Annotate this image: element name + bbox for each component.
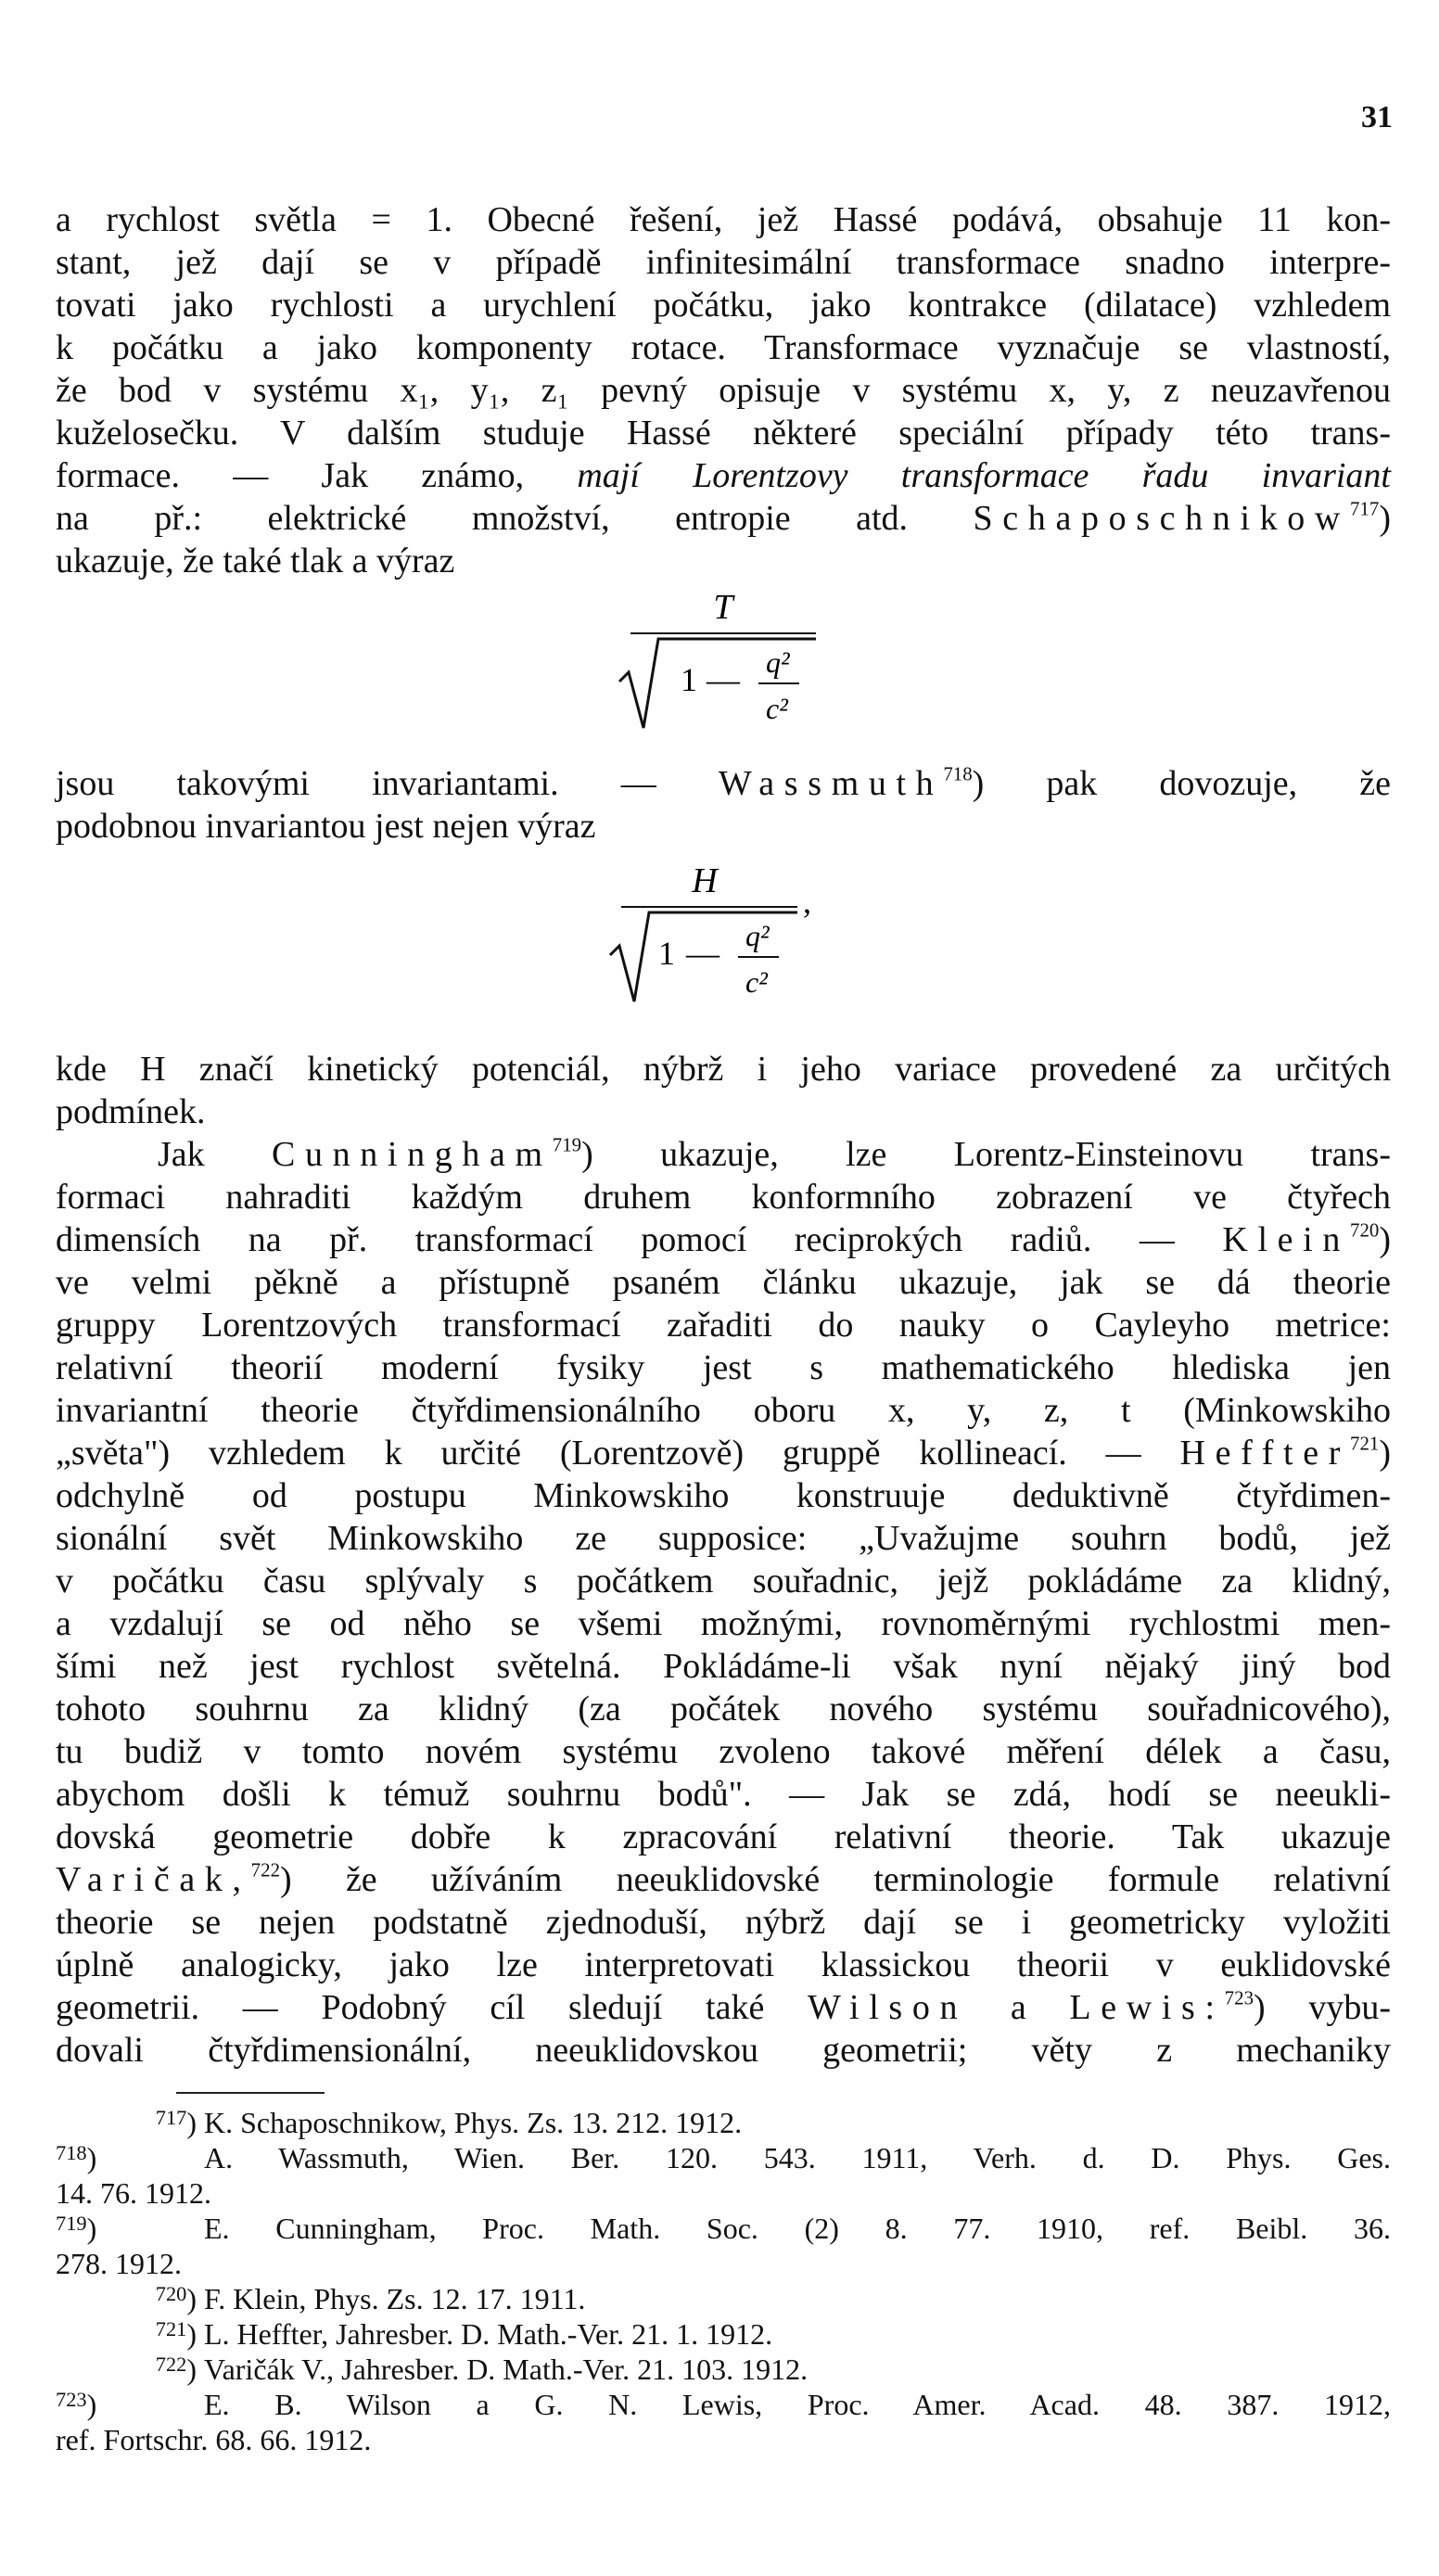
text-span: formace. — Jak známo, <box>56 456 525 495</box>
text-line: v počátku času splývaly s počátkem souřadnic, jejž pokládáme za klidný, <box>56 1562 1391 1600</box>
text-span: a <box>1010 1988 1026 2027</box>
text-line: úplně analogicky, jako lze interpretovati klassickou theorii v euklidovské <box>56 1945 1391 1984</box>
text-line: tohoto souhrnu za klidný (za počátek nového systému souřadnicového), <box>56 1690 1391 1728</box>
author-name: Lewis: <box>1069 1988 1225 2027</box>
text-span: geometrii. — Podobný cíl sledují také <box>56 1988 765 2027</box>
formula-one: 1 <box>681 661 697 698</box>
text-span: ukazuje, lze Lorentz-Einsteinovu trans- <box>660 1135 1391 1174</box>
footnote-ref: 717 <box>1350 497 1380 520</box>
footnote-ref: 723 <box>1224 1986 1254 2009</box>
author-name: Wassmuth <box>718 764 944 803</box>
footnote: $^{718}$) A. Wassmuth, Wien. Ber. 120. 543. 1911, Verh. d. D. Phys. Ges. <box>56 2141 1391 2174</box>
footnote-ref: 718 <box>943 762 973 785</box>
text-line: ukazuje, že také tlak a výraz <box>56 542 455 580</box>
formula-c2: c² <box>766 692 788 725</box>
text-span: dimensích na př. transformací pomocí reciprokých radiů. — <box>56 1220 1175 1259</box>
text-line: relativní theorií moderní fysiky jest s mathematického hlediska jen <box>56 1348 1391 1387</box>
footnote: ref. Fortschr. 68. 66. 1912. <box>56 2423 372 2456</box>
page-number: 31 <box>1361 100 1393 134</box>
footnote-ref: 719 <box>552 1133 582 1156</box>
text-line: tovati jako rychlosti a urychlení počátku, jako kontrakce (dilatace) vzhledem <box>56 286 1391 325</box>
formula-numerator: H <box>692 861 718 900</box>
text-line: geometrii. — Podobný cíl sledují také Wilson a Lewis:$^{723}$) vybu- <box>56 1986 1392 2027</box>
text-line: jsou takovými invariantami. — Wassmuth$^{718}$) pak dovozuje, že <box>56 762 1391 803</box>
formula-comma: , <box>803 883 811 920</box>
footnote-ref: 722 <box>250 1858 281 1881</box>
formula-numerator: T <box>713 588 733 627</box>
text-span: že užíváním neeuklidovské terminologie formule relativní <box>345 1860 1391 1899</box>
text-line: Jak Cunningham$^{719}$) ukazuje, lze Lorentz-Einsteinovu trans- <box>158 1133 1391 1174</box>
text-line: gruppy Lorentzových transformací zařaditi do nauky o Cayleyho metrice: <box>56 1306 1391 1345</box>
footnote-text: A. Wassmuth, Wien. Ber. 120. 543. 1911, Verh. d. D. Phys. Ges. <box>204 2141 1391 2174</box>
footnote: $^{717}$) K. Schaposchnikow, Phys. Zs. 13. 212. 1912. <box>155 2106 743 2139</box>
author-name: Varičak, <box>56 1860 251 1899</box>
formula-H <box>593 853 834 1015</box>
footnote-number: 719 <box>56 2212 87 2236</box>
text-line: dovská geometrie dobře k zpracování relativní theorie. Tak ukazuje <box>56 1817 1391 1856</box>
text-line: k počátku a jako komponenty rotace. Transformace vyznačuje se vlastností, <box>56 328 1391 367</box>
text-span: vybu- <box>1308 1988 1392 2027</box>
footnote-text: L. Heffter, Jahresber. D. Math.-Ver. 21. 1. 1912. <box>204 2317 773 2351</box>
footnote: 14. 76. 1912. <box>56 2176 211 2210</box>
footnote: 278. 1912. <box>56 2247 182 2280</box>
author-name: Wilson <box>808 1988 968 2027</box>
text-span: „světa") vzhledem k určité (Lorentzově) gruppě kollineací. — <box>56 1434 1141 1473</box>
text-line: sionální svět Minkowskiho ze supposice: „Uvažujme souhrn bodů, jež <box>56 1519 1391 1558</box>
text-line: stant, jež dají se v případě infinitesimální transformace snadno interpre- <box>56 243 1391 282</box>
footnote-number: 720 <box>155 2282 187 2306</box>
footnote-text: E. Cunningham, Proc. Math. Soc. (2) 8. 77. 1910, ref. Beibl. 36. <box>204 2212 1391 2245</box>
footnote: $^{720}$) F. Klein, Phys. Zs. 12. 17. 1911. <box>155 2282 586 2315</box>
author-name: Heffter <box>1179 1434 1350 1473</box>
footnote-ref: 721 <box>1350 1432 1380 1455</box>
footnote: $^{721}$) L. Heffter, Jahresber. D. Math.-Ver. 21. 1. 1912. <box>155 2317 773 2351</box>
formula-c2: c² <box>745 965 768 999</box>
text-line: theorie se nejen podstatně zjednoduší, nýbrž dají se i geometricky vyložiti <box>56 1903 1391 1942</box>
author-name: Schaposchnikow <box>973 499 1351 538</box>
text-line: odchylně od postupu Minkowskiho konstruuje deduktivně čtyřdimen- <box>56 1476 1391 1515</box>
text-line: ve velmi pěkně a přístupně psaném článku ukazuje, jak se dá theorie <box>56 1263 1391 1302</box>
text-span: Jak <box>158 1135 205 1174</box>
text-span: jsou takovými invariantami. — <box>56 764 656 803</box>
formula-minus: — <box>707 661 740 698</box>
text-line: Varičak,$^{722}$) že užíváním neeuklidovské terminologie formule relativní <box>56 1858 1391 1899</box>
emphasis-text: mají Lorentzovy transformace řadu invariant <box>577 456 1391 495</box>
text-line: formaci nahraditi každým druhem konformního zobrazení ve čtyřech <box>56 1178 1391 1217</box>
text-line: podmínek. <box>56 1092 206 1131</box>
text-line: dimensích na př. transformací pomocí reciprokých radiů. — Klein$^{720}$) <box>56 1218 1391 1259</box>
text-line: a vzdalují se od něho se všemi možnými, rovnoměrnými rychlostmi men- <box>56 1604 1391 1643</box>
text-line: a rychlost světla = 1. Obecné řešení, jež Hassé podává, obsahuje 11 kon- <box>56 200 1391 239</box>
text-span: pak dovozuje, že <box>1046 764 1391 803</box>
author-name: Klein <box>1222 1220 1350 1259</box>
text-line: na př.: elektrické množství, entropie atd. Schaposchnikow$^{717}$) <box>56 497 1392 538</box>
text-line: invariantní theorie čtyřdimensionálního oboru x, y, z, t (Minkowskiho <box>56 1391 1391 1430</box>
footnote-ref: 720 <box>1350 1218 1380 1242</box>
text-line <box>56 454 1391 497</box>
footnote-text: F. Klein, Phys. Zs. 12. 17. 1911. <box>204 2282 586 2315</box>
text-line: kuželosečku. V dalším studuje Hassé některé speciální případy této trans- <box>56 414 1391 453</box>
author-name: Cunningham <box>272 1135 553 1174</box>
footnote-number: 723 <box>56 2388 87 2412</box>
formula-q2: q² <box>745 919 770 952</box>
text-line: tu budiž v tomto novém systému zvoleno takové měření délek a času, <box>56 1732 1391 1771</box>
text-line: kde H značí kinetický potenciál, nýbrž i jeho variace provedené za určitých <box>56 1050 1391 1089</box>
footnote: $^{719}$) E. Cunningham, Proc. Math. Soc. (2) 8. 77. 1910, ref. Beibl. 36. <box>56 2212 1391 2245</box>
formula-q2: q² <box>766 645 790 679</box>
formula-T <box>603 580 844 742</box>
text-line: podobnou invariantou jest nejen výraz <box>56 807 596 846</box>
footnote-number: 717 <box>155 2106 187 2130</box>
footnote-separator <box>176 2092 325 2094</box>
footnote-number: 718 <box>56 2141 87 2165</box>
footnote: $^{723}$) E. B. Wilson a G. N. Lewis, Proc. Amer. Acad. 48. 387. 1912, <box>56 2388 1391 2421</box>
text-line: dovali čtyřdimensionální, neeuklidovskou geometrii; věty z mechaniky <box>56 2031 1391 2070</box>
text-line: abychom došli k témuž souhrnu bodů". — Jak se zdá, hodí se neeukli- <box>56 1775 1391 1814</box>
footnote-text: E. B. Wilson a G. N. Lewis, Proc. Amer. Acad. 48. 387. 1912, <box>204 2388 1391 2421</box>
footnote-number: 722 <box>155 2353 187 2377</box>
formula-minus: — <box>686 935 720 972</box>
text-span: na př.: elektrické množství, entropie atd. <box>56 499 909 538</box>
text-line: „světa") vzhledem k určité (Lorentzově) gruppě kollineací. — Heffter$^{721}$) <box>56 1432 1391 1473</box>
footnote-text: K. Schaposchnikow, Phys. Zs. 13. 212. 1912. <box>204 2106 743 2139</box>
text-line: že bod v systému x₁, y₁, z₁ pevný opisuje v systému x, y, z neuzavřenou <box>56 371 1391 410</box>
footnote-text: Varičák V., Jahresber. D. Math.-Ver. 21. 103. 1912. <box>204 2353 809 2386</box>
footnote: $^{722}$) Varičák V., Jahresber. D. Math.-Ver. 21. 103. 1912. <box>155 2353 809 2386</box>
formula-one: 1 <box>658 935 675 972</box>
footnote-number: 721 <box>155 2317 187 2341</box>
text-line: šími než jest rychlost světelná. Pokládáme-li však nyní nějaký jiný bod <box>56 1647 1391 1686</box>
